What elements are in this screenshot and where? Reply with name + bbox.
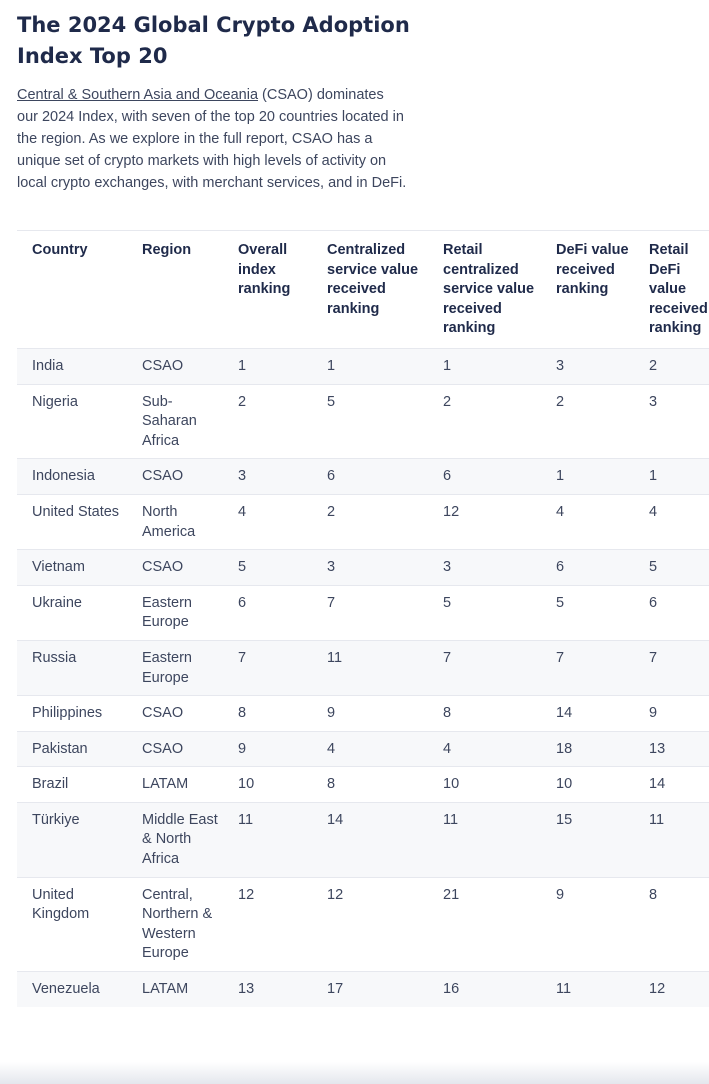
cell-defi-ranking: 5: [541, 585, 634, 640]
table-row: [17, 550, 709, 586]
cell-country: Brazil: [17, 767, 127, 803]
cell-retail-centralized-ranking: 1: [428, 348, 541, 384]
table-header-row: [17, 231, 709, 349]
table-row: [17, 767, 709, 803]
cell-defi-ranking: 15: [541, 802, 634, 877]
table-row: [17, 640, 709, 695]
cell-retail-centralized-ranking: 8: [428, 696, 541, 732]
article: [17, 10, 709, 998]
cell-retail-defi-ranking: 11: [634, 802, 709, 877]
cell-region: CSAO: [127, 731, 223, 767]
header-overall-ranking: Overall index ranking: [223, 231, 312, 349]
table-row: [17, 494, 709, 549]
cell-defi-ranking: 4: [541, 494, 634, 549]
cell-retail-centralized-ranking: 7: [428, 640, 541, 695]
cell-defi-ranking: 14: [541, 696, 634, 732]
cell-overall-ranking: 6: [223, 585, 312, 640]
cell-retail-defi-ranking: 1: [634, 459, 709, 495]
cell-retail-defi-ranking: 13: [634, 731, 709, 767]
header-centralized-ranking: Centralized service value received ranking: [312, 231, 428, 349]
cell-country: United States: [17, 494, 127, 549]
cell-region: LATAM: [127, 767, 223, 803]
cell-centralized-ranking: 6: [312, 459, 428, 495]
header-retail-centralized-ranking: Retail centralized service value received ranking: [428, 231, 541, 349]
cell-overall-ranking: 13: [223, 972, 312, 1007]
cell-centralized-ranking: 3: [312, 550, 428, 586]
cell-retail-centralized-ranking: 6: [428, 459, 541, 495]
bottom-fade: [0, 1062, 709, 1084]
cell-country: Indonesia: [17, 459, 127, 495]
cell-overall-ranking: 7: [223, 640, 312, 695]
cell-defi-ranking: 10: [541, 767, 634, 803]
cell-retail-defi-ranking: 3: [634, 384, 709, 459]
cell-country: India: [17, 348, 127, 384]
cell-retail-centralized-ranking: 16: [428, 972, 541, 1007]
cell-retail-centralized-ranking: 4: [428, 731, 541, 767]
cell-overall-ranking: 12: [223, 877, 312, 971]
header-country: Country: [17, 231, 127, 349]
cell-defi-ranking: 9: [541, 877, 634, 971]
cell-centralized-ranking: 11: [312, 640, 428, 695]
table-row: [17, 877, 709, 971]
cell-defi-ranking: 7: [541, 640, 634, 695]
cell-retail-centralized-ranking: 12: [428, 494, 541, 549]
cell-overall-ranking: 9: [223, 731, 312, 767]
cell-retail-defi-ranking: 8: [634, 877, 709, 971]
cell-defi-ranking: 2: [541, 384, 634, 459]
cell-overall-ranking: 2: [223, 384, 312, 459]
intro-paragraph: [17, 84, 407, 194]
cell-country: Ukraine: [17, 585, 127, 640]
ranking-table: [17, 230, 709, 1007]
cell-retail-defi-ranking: 12: [634, 972, 709, 1007]
cell-region: CSAO: [127, 550, 223, 586]
cell-region: CSAO: [127, 696, 223, 732]
table-row: [17, 972, 709, 1007]
table-row: [17, 731, 709, 767]
cell-overall-ranking: 11: [223, 802, 312, 877]
cell-centralized-ranking: 17: [312, 972, 428, 1007]
cell-centralized-ranking: 4: [312, 731, 428, 767]
cell-country: Türkiye: [17, 802, 127, 877]
cell-country: Philippines: [17, 696, 127, 732]
cell-centralized-ranking: 2: [312, 494, 428, 549]
cell-centralized-ranking: 7: [312, 585, 428, 640]
cell-country: Vietnam: [17, 550, 127, 586]
cell-retail-centralized-ranking: 21: [428, 877, 541, 971]
cell-defi-ranking: 18: [541, 731, 634, 767]
table-row: [17, 384, 709, 459]
cell-region: CSAO: [127, 348, 223, 384]
cell-centralized-ranking: 8: [312, 767, 428, 803]
cell-region: LATAM: [127, 972, 223, 1007]
cell-country: Venezuela: [17, 972, 127, 1007]
cell-defi-ranking: 1: [541, 459, 634, 495]
table-row: [17, 585, 709, 640]
cell-retail-centralized-ranking: 2: [428, 384, 541, 459]
cell-retail-centralized-ranking: 5: [428, 585, 541, 640]
cell-centralized-ranking: 12: [312, 877, 428, 971]
cell-centralized-ranking: 1: [312, 348, 428, 384]
page-title: The 2024 Global Crypto Adoption Index Top 20: [17, 13, 410, 68]
ranking-table-container: [17, 230, 709, 1007]
cell-retail-defi-ranking: 5: [634, 550, 709, 586]
cell-region: Eastern Europe: [127, 640, 223, 695]
region-link[interactable]: Central & Southern Asia and Oceania: [17, 87, 259, 103]
intro-text: (CSAO) dominates our 2024 Index, with seven of the top 20 countries located in the region. As we explore in the full report, CSAO has a unique set of crypto markets with high levels of activity on local crypto exchanges, with merchant services, and in DeFi.: [17, 87, 407, 191]
table-row: [17, 802, 709, 877]
cell-region: North America: [127, 494, 223, 549]
cell-defi-ranking: 11: [541, 972, 634, 1007]
cell-retail-defi-ranking: 2: [634, 348, 709, 384]
cell-country: Nigeria: [17, 384, 127, 459]
cell-overall-ranking: 8: [223, 696, 312, 732]
table-row: [17, 348, 709, 384]
cell-country: Russia: [17, 640, 127, 695]
cell-overall-ranking: 1: [223, 348, 312, 384]
cell-retail-defi-ranking: 6: [634, 585, 709, 640]
cell-region: Central, Northern & Western Europe: [127, 877, 223, 971]
cell-centralized-ranking: 14: [312, 802, 428, 877]
cell-retail-defi-ranking: 7: [634, 640, 709, 695]
cell-defi-ranking: 6: [541, 550, 634, 586]
header-defi-ranking: DeFi value received ranking: [541, 231, 634, 349]
header-retail-defi-ranking: Retail DeFi value received ranking: [634, 231, 709, 349]
cell-region: CSAO: [127, 459, 223, 495]
cell-retail-centralized-ranking: 11: [428, 802, 541, 877]
table-row: [17, 696, 709, 732]
cell-retail-defi-ranking: 9: [634, 696, 709, 732]
cell-overall-ranking: 5: [223, 550, 312, 586]
cell-overall-ranking: 3: [223, 459, 312, 495]
cell-defi-ranking: 3: [541, 348, 634, 384]
cell-region: Eastern Europe: [127, 585, 223, 640]
cell-country: United Kingdom: [17, 877, 127, 971]
cell-retail-centralized-ranking: 3: [428, 550, 541, 586]
cell-overall-ranking: 4: [223, 494, 312, 549]
cell-centralized-ranking: 5: [312, 384, 428, 459]
cell-overall-ranking: 10: [223, 767, 312, 803]
cell-retail-defi-ranking: 4: [634, 494, 709, 549]
cell-region: Middle East & North Africa: [127, 802, 223, 877]
cell-retail-centralized-ranking: 10: [428, 767, 541, 803]
table-row: [17, 459, 709, 495]
cell-centralized-ranking: 9: [312, 696, 428, 732]
header-region: Region: [127, 231, 223, 349]
cell-country: Pakistan: [17, 731, 127, 767]
cell-retail-defi-ranking: 14: [634, 767, 709, 803]
cell-region: Sub-Saharan Africa: [127, 384, 223, 459]
